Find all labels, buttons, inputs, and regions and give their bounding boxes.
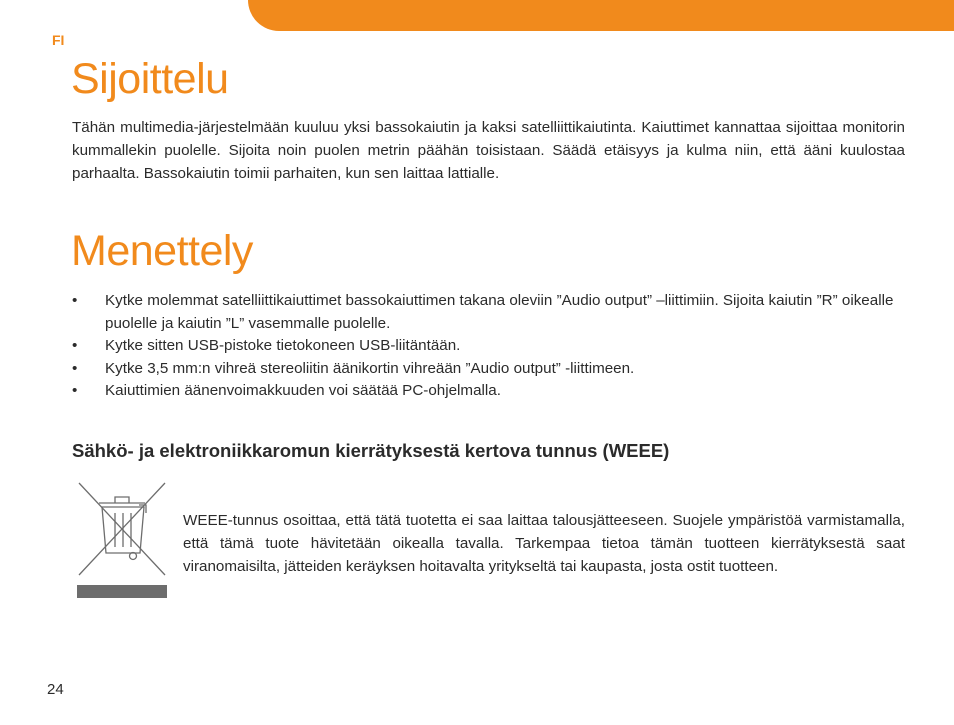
bullet-icon: • (72, 359, 78, 377)
section-title-procedure: Menettely (71, 227, 253, 275)
header-accent-bar (248, 0, 954, 31)
section-title-placement: Sijoittelu (71, 55, 229, 103)
placement-paragraph: Tähän multimedia-järjestelmään kuuluu yksi bassokaiutin ja kaksi satelliittikaiutinta. Kaiuttimet kannattaa sijoittaa monitorin kummallekin puolelle. Sijoita noin puolen metrin päähän toisistaan. Säädä etäisyys ja kulma niin, että ääni kuulostaa parhaalta. Bassokaiutin toimii parhaiten, kun sen laittaa lattialle. (72, 119, 905, 182)
list-item (72, 380, 912, 403)
language-code: FI (52, 32, 65, 48)
page-number: 24 (47, 681, 64, 698)
weee-heading: Sähkö- ja elektroniikkaromun kierrätyksestä kertova tunnus (WEEE) (72, 440, 670, 461)
list-item (72, 335, 912, 358)
bullet-icon: • (72, 337, 78, 354)
list-item-text: Kytke 3,5 mm:n vihreä stereoliitin äänikortin vihreään ”Audio output” -liittimeen. (105, 359, 635, 377)
bullet-icon: • (72, 292, 78, 309)
list-item-text: Kaiuttimien äänenvoimakkuuden voi säätää PC-ohjelmalla. (105, 382, 501, 399)
procedure-list (72, 290, 912, 403)
weee-paragraph: WEEE-tunnus osoittaa, että tätä tuotetta ei saa laittaa talousjätteeseen. Suojele ympäristöä varmistamalla, että tämä tuote hävitetään oikealla tavalla. Tarkempaa tietoa tämän tuotteen kierrätyksestä saat viranomaisilta, jätteiden keräyksen hoitavalta yritykseltä tai kaupasta, josta ostit tuotteen. (183, 512, 905, 575)
list-item-text: Kytke sitten USB-pistoke tietokoneen USB-liitäntään. (105, 337, 461, 354)
list-item-text: Kytke molemmat satelliittikaiuttimet bassokaiuttimen takana oleviin ”Audio output” –liittimiin. Sijoita kaiutin ”R” oikealle puolelle ja kaiutin ”L” vasemmalle puolelle. (105, 292, 894, 332)
list-item (72, 358, 912, 381)
bullet-icon: • (72, 382, 78, 399)
list-item (72, 290, 912, 335)
crossed-out-wheelie-bin-icon (77, 481, 167, 599)
